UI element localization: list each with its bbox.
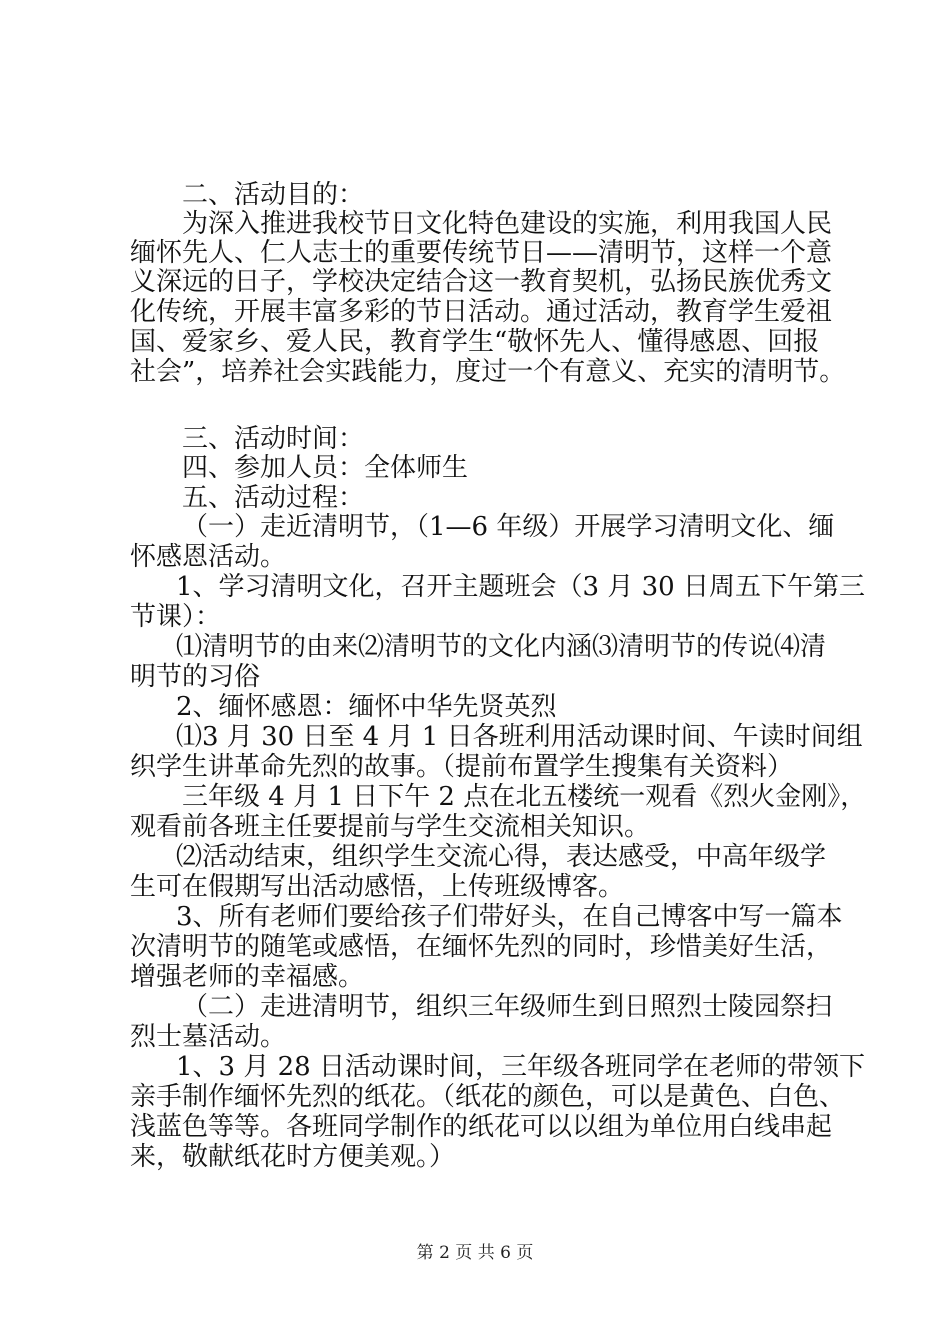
paragraph-line: 3、所有老师们要给孩子们带好头，在自己博客中写一篇本 — [176, 902, 843, 932]
paragraph-line: 烈士墓活动。 — [130, 1022, 287, 1052]
page-footer: 第 2 页 共 6 页 — [416, 1243, 534, 1263]
paragraph-line: 织学生讲革命先烈的故事。（提前布置学生搜集有关资料） — [130, 752, 794, 782]
section-heading-purpose: 二、活动目的： — [182, 180, 365, 210]
paragraph-line: 国、爱家乡、爱人民，教育学生“敬怀先人、懂得感恩、回报 — [130, 327, 820, 357]
paragraph-line: （二）走进清明节，组织三年级师生到日照烈士陵园祭扫 — [182, 992, 833, 1022]
paragraph-line: 化传统，开展丰富多彩的节日活动。通过活动，教育学生爱祖 — [130, 297, 833, 327]
paragraph-line: 2、缅怀感恩：缅怀中华先贤英烈 — [176, 692, 557, 722]
paragraph-line: 来，敬献纸花时方便美观。） — [130, 1142, 456, 1172]
paragraph-line: 怀感恩活动。 — [130, 542, 287, 572]
paragraph-line: 1、学习清明文化，召开主题班会（3 月 30 日周五下午第三 — [176, 572, 865, 602]
paragraph-line: 节课）： — [130, 602, 222, 632]
paragraph-line: 观看前各班主任要提前与学生交流相关知识。 — [130, 812, 651, 842]
paragraph-line: 社会”，培养社会实践能力，度过一个有意义、充实的清明节。 — [130, 357, 846, 387]
section-heading-participants: 四、参加人员：全体师生 — [182, 453, 469, 483]
paragraph-line: 明节的习俗 — [130, 662, 261, 692]
paragraph-line: 为深入推进我校节日文化特色建设的实施，利用我国人民 — [182, 209, 833, 239]
paragraph-line: （一）走近清明节，（1—6 年级）开展学习清明文化、缅 — [182, 512, 835, 542]
paragraph-line: 浅蓝色等等。各班同学制作的纸花可以以组为单位用白线串起 — [130, 1112, 833, 1142]
paragraph-line: 亲手制作缅怀先烈的纸花。（纸花的颜色，可以是黄色、白色、 — [130, 1082, 846, 1112]
section-heading-time: 三、活动时间： — [182, 424, 365, 454]
paragraph-line: 次清明节的随笔或感悟，在缅怀先烈的同时，珍惜美好生活， — [130, 932, 833, 962]
paragraph-line: 1、3 月 28 日活动课时间，三年级各班同学在老师的带领下 — [176, 1052, 865, 1082]
paragraph-line: 生可在假期写出活动感悟，上传班级博客。 — [130, 872, 625, 902]
paragraph-line: 三年级 4 月 1 日下午 2 点在北五楼统一观看《烈火金刚》， — [182, 782, 867, 812]
section-heading-process: 五、活动过程： — [182, 483, 365, 513]
paragraph-line: 增强老师的幸福感。 — [130, 962, 365, 992]
paragraph-line: ⑴3 月 30 日至 4 月 1 日各班利用活动课时间、午读时间组 — [176, 722, 863, 752]
paragraph-line: 义深远的日子，学校决定结合这一教育契机，弘扬民族优秀文 — [130, 267, 833, 297]
paragraph-line: ⑵活动结束，组织学生交流心得，表达感受，中高年级学 — [176, 842, 827, 872]
paragraph-line: 缅怀先人、仁人志士的重要传统节日——清明节，这样一个意 — [130, 238, 833, 268]
paragraph-line: ⑴清明节的由来⑵清明节的文化内涵⑶清明节的传说⑷清 — [176, 632, 827, 662]
